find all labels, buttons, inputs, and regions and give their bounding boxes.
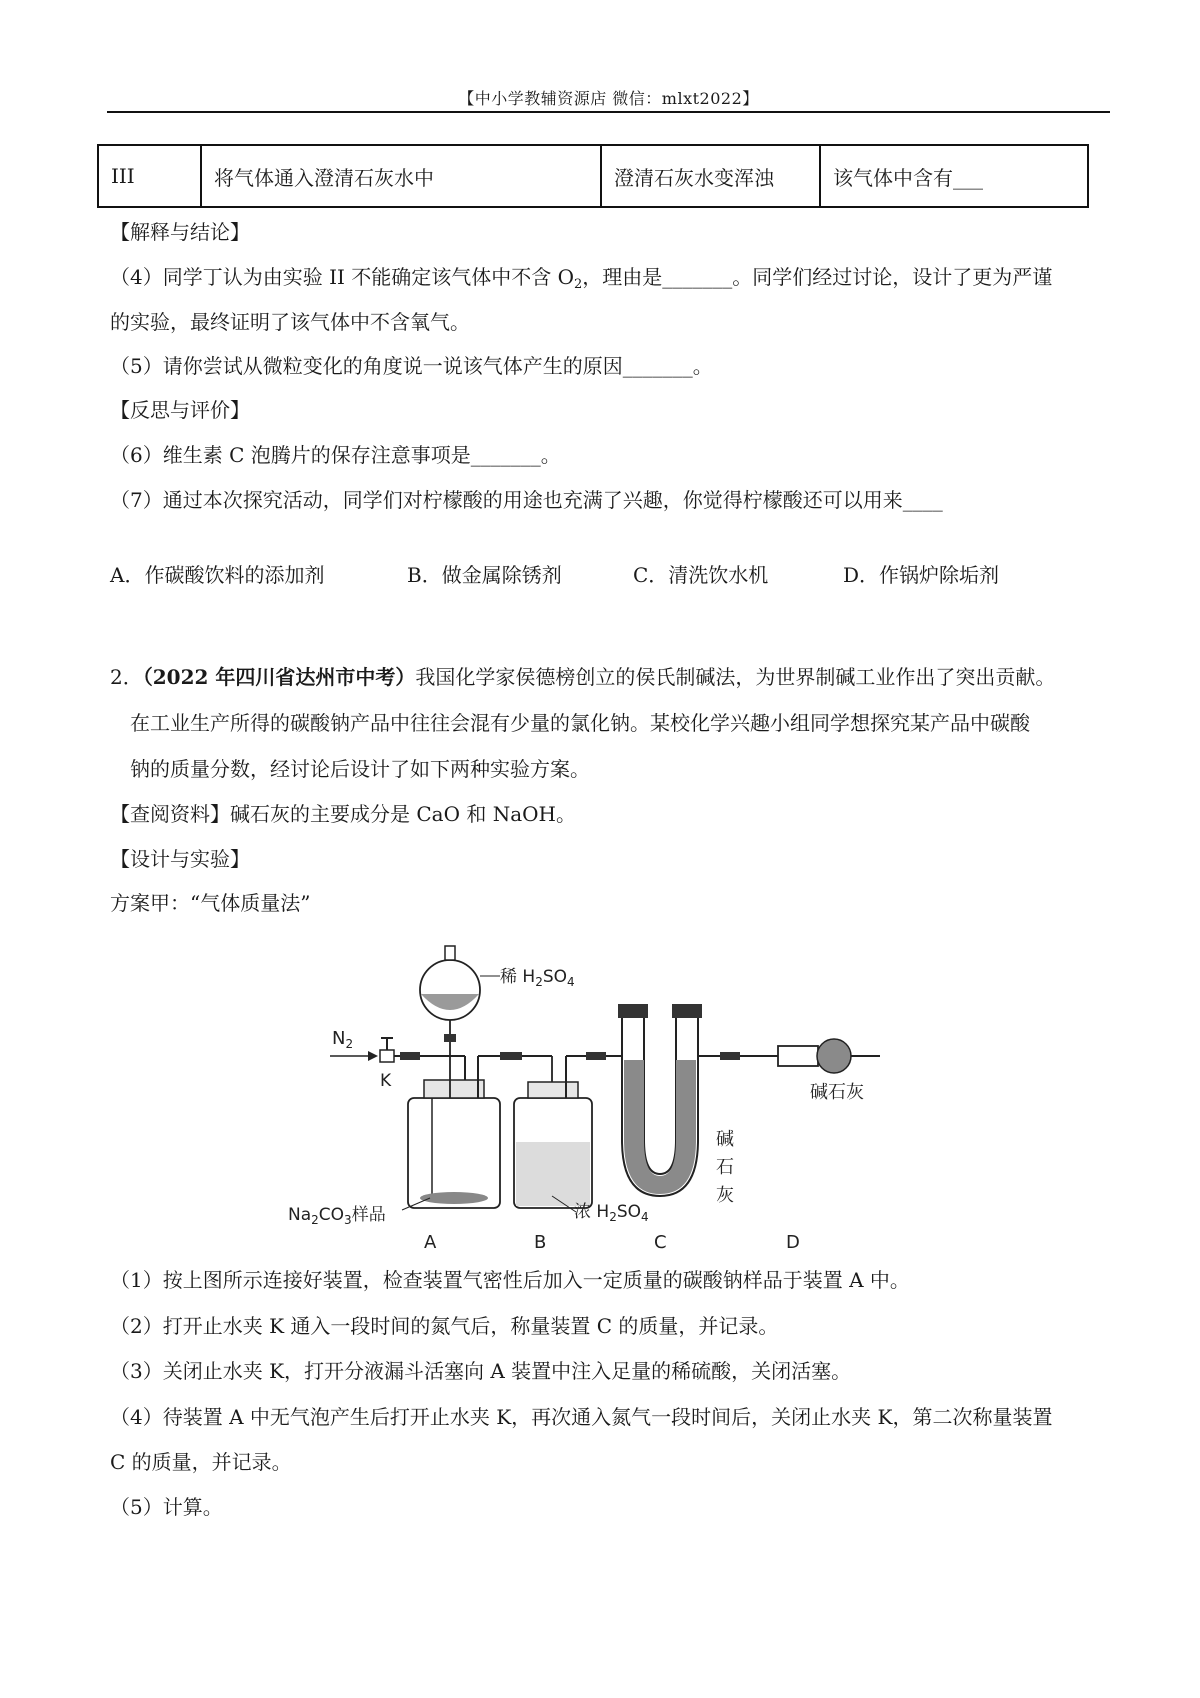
- tube-connector-ab: [500, 1052, 522, 1060]
- problem-2-line2: 在工业生产所得的碳酸钠产品中往往会混有少量的氯化钠。某校化学兴趣小组同学想探究某产品中碳酸: [130, 711, 1030, 735]
- label-k: K: [380, 1071, 392, 1091]
- label-c-1: 碱: [716, 1129, 734, 1150]
- c-stopper-left: [618, 1004, 648, 1018]
- question-5: （5）请你尝试从微粒变化的角度说一说该气体产生的原因_______。: [110, 354, 713, 378]
- letter-d: D: [786, 1232, 800, 1253]
- problem-source: （2022 年四川省达州市中考）: [142, 665, 416, 689]
- bottle-a-stopper: [424, 1080, 484, 1098]
- o2-subscript: 2: [574, 277, 583, 292]
- step-3: （3）关闭止水夹 K，打开分液漏斗活塞向 A 装置中注入足量的稀硫酸，关闭活塞。: [110, 1359, 852, 1383]
- label-conc-acid: 浓 $H_2SO_4$: [574, 1202, 649, 1224]
- header-divider: [107, 111, 1110, 113]
- table-cell-operation: 将气体通入澄清石灰水中: [201, 145, 601, 207]
- funnel-stopcock: [444, 1034, 456, 1042]
- heading-explain: 【解释与结论】: [110, 220, 250, 244]
- letter-c: C: [654, 1232, 667, 1253]
- step-1: （1）按上图所示连接好装置，检查装置气密性后加入一定质量的碳酸钠样品于装置 A 中。: [110, 1268, 910, 1292]
- label-d: 碱石灰: [810, 1082, 864, 1103]
- drying-bulb-d: [817, 1039, 851, 1073]
- n2-arrowhead: [368, 1051, 378, 1061]
- table-cell-conclusion: 该气体中含有___: [820, 145, 1088, 207]
- option-d[interactable]: D．作锅炉除垢剂: [843, 563, 1000, 587]
- problem-2-intro: [110, 663, 1055, 691]
- option-c[interactable]: C．清洗饮水机: [633, 563, 769, 587]
- funnel-bulb: [420, 960, 480, 1020]
- table-cell-step: III: [98, 145, 201, 207]
- label-n2: $N_2$: [332, 1028, 354, 1051]
- label-c-3: 灰: [716, 1185, 734, 1206]
- info-paragraph: [110, 800, 576, 828]
- valve-body: [380, 1050, 394, 1062]
- question-4-part-a: （4）同学丁认为由实验 II 不能确定该气体中不含 O: [110, 265, 574, 289]
- step-4-line2: C 的质量，并记录。: [110, 1450, 292, 1474]
- label-acid-text: 稀 $H_2SO_4$: [500, 967, 575, 989]
- apparatus-diagram: [288, 930, 940, 1253]
- letter-b: B: [534, 1232, 547, 1253]
- c-stopper-right: [672, 1004, 702, 1018]
- page-header: 【中小学教辅资源店 微信：mlxt2022】: [458, 89, 759, 108]
- label-c-2: 石: [716, 1157, 734, 1178]
- result-table: [97, 144, 1089, 208]
- tube-connector-bc: [586, 1052, 606, 1060]
- problem-2-line3: 钠的质量分数，经讨论后设计了如下两种实验方案。: [130, 757, 590, 781]
- info-text: 碱石灰的主要成分是 CaO 和 NaOH。: [230, 802, 576, 826]
- heading-reflect: 【反思与评价】: [110, 398, 250, 422]
- tube-connector: [400, 1052, 420, 1060]
- step-4-line1: （4）待装置 A 中无气泡产生后打开止水夹 K，再次通入氮气一段时间后，关闭止水夹 K，第二次称量装置: [110, 1405, 1053, 1429]
- bottle-a: [408, 1098, 500, 1208]
- plan-a-label: 方案甲：“气体质量法”: [110, 891, 311, 915]
- question-4-line2: 的实验，最终证明了该气体中不含氧气。: [110, 310, 470, 334]
- question-4-line1: [110, 263, 1052, 291]
- problem-2-line1: 我国化学家侯德榜创立的侯氏制碱法，为世界制碱工业作出了突出贡献。: [415, 665, 1056, 689]
- design-heading: 【设计与实验】: [110, 847, 250, 871]
- question-4-part-b: ，理由是_______。同学们经过讨论，设计了更为严谨: [582, 265, 1053, 289]
- bottle-b-stopper: [528, 1082, 578, 1098]
- question-6: （6）维生素 C 泡腾片的保存注意事项是_______。: [110, 443, 561, 467]
- option-b[interactable]: B．做金属除锈剂: [407, 563, 562, 587]
- step-5: （5）计算。: [110, 1495, 223, 1519]
- info-label: 【查阅资料】: [110, 802, 230, 826]
- u-tube-c-inner: [644, 1016, 676, 1174]
- step-2: （2）打开止水夹 K 通入一段时间的氮气后，称量装置 C 的质量，并记录。: [110, 1314, 779, 1338]
- table-row: [98, 145, 1088, 207]
- problem-number: 2．: [110, 665, 143, 689]
- sample-powder: [420, 1192, 488, 1204]
- funnel-stopper: [445, 946, 455, 960]
- question-7: （7）通过本次探究活动，同学们对柠檬酸的用途也充满了兴趣，你觉得柠檬酸还可以用来____: [110, 488, 943, 512]
- n2-text: 2: [345, 1037, 354, 1051]
- label-sample: $Na_2CO_3$样品: [288, 1205, 386, 1227]
- option-a[interactable]: A．作碳酸饮料的添加剂: [110, 563, 325, 587]
- letter-a: A: [424, 1232, 437, 1253]
- drying-tube-d: [778, 1046, 818, 1066]
- table-cell-phenomenon: 澄清石灰水变浑浊: [601, 145, 820, 207]
- tube-connector-cd: [720, 1052, 740, 1060]
- answer-options: [110, 561, 1110, 589]
